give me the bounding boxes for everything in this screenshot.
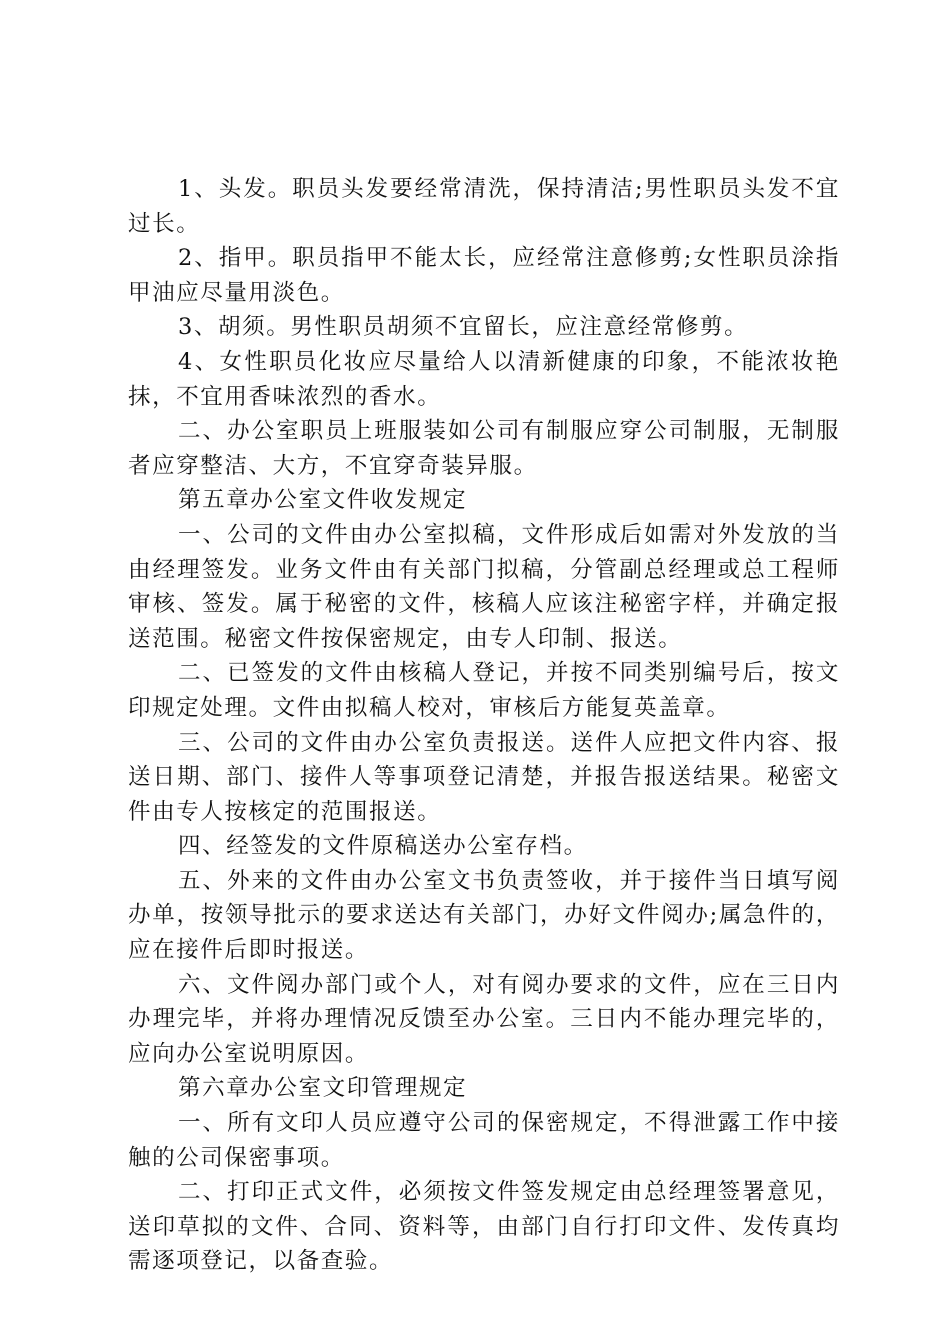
- paragraph-6-2: 二、打印正式文件，必须按文件签发规定由总经理签署意见，送印草拟的文件、合同、资料等，由部门自行打印文件、发传真均需逐项登记，以备查验。: [128, 1179, 840, 1275]
- paragraph-nails: 2、指甲。职员指甲不能太长，应经常注意修剪;女性职员涂指甲油应尽量用淡色。: [128, 245, 840, 306]
- paragraph-beard: 3、胡须。男性职员胡须不宜留长，应注意经常修剪。: [178, 314, 749, 341]
- chapter-5-heading: 第五章办公室文件收发规定: [178, 487, 468, 514]
- paragraph-5-5: 五、外来的文件由办公室文书负责签收，并于接件当日填写阅办单，按领导批示的要求送达有关部门，办好文件阅办;属急件的，应在接件后即时报送。: [128, 867, 840, 964]
- paragraph-6-1: 一、所有文印人员应遵守公司的保密规定，不得泄露工作中接触的公司保密事项。: [128, 1110, 840, 1171]
- paragraph-hair: 1、头发。职员头发要经常清洗，保持清洁;男性职员头发不宜过长。: [128, 176, 840, 237]
- paragraph-makeup: 4、女性职员化妆应尽量给人以清新健康的印象，不能浓妆艳抹，不宜用香味浓烈的香水。: [128, 348, 840, 410]
- paragraph-5-4: 四、经签发的文件原稿送办公室存档。: [178, 833, 588, 860]
- paragraph-5-1: 一、公司的文件由办公室拟稿，文件形成后如需对外发放的当由经理签发。业务文件由有关部门拟稿，分管副总经理或总工程师审核、签发。属于秘密的文件，核稿人应该注秘密字样，并确定报送范围。秘密文件按保密规定，由专人印制、报送。: [128, 521, 840, 652]
- document-body: [128, 172, 840, 1279]
- chapter-6-heading: 第六章办公室文印管理规定: [178, 1075, 468, 1102]
- paragraph-5-3: 三、公司的文件由办公室负责报送。送件人应把文件内容、报送日期、部门、接件人等事项登记清楚，并报告报送结果。秘密文件由专人按核定的范围报送。: [128, 729, 840, 825]
- paragraph-dress-code: 二、办公室职员上班服装如公司有制服应穿公司制服，无制服者应穿整洁、大方，不宜穿奇装异服。: [128, 418, 840, 479]
- paragraph-5-2: 二、已签发的文件由核稿人登记，并按不同类别编号后，按文印规定处理。文件由拟稿人校对，审核后方能复英盖章。: [128, 660, 840, 721]
- paragraph-5-6: 六、文件阅办部门或个人，对有阅办要求的文件，应在三日内办理完毕，并将办理情况反馈至办公室。三日内不能办理完毕的，应向办公室说明原因。: [128, 971, 840, 1067]
